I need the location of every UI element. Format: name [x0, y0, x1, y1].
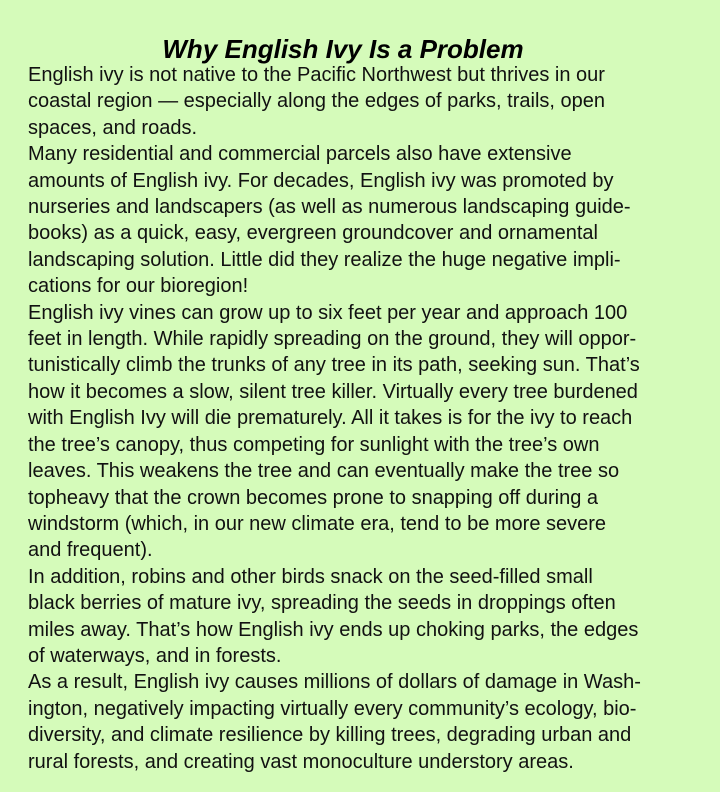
text-line: English ivy is not native to the Pacific Northwest but thrives in our: [28, 64, 605, 86]
text-line: rural forests, and creating vast monoculture understory areas.: [28, 750, 574, 773]
birds-paragraph: [28, 564, 704, 670]
text-line: amounts of English ivy. For decades, English ivy was promoted by: [28, 169, 614, 192]
residential-paragraph: [28, 141, 704, 299]
article-body: [28, 62, 704, 775]
text-line: and frequent).: [28, 539, 153, 562]
text-line: leaves. This weakens the tree and can eventually make the tree so: [28, 460, 620, 483]
text-line: the tree’s canopy, thus competing for sunlight with the tree’s own: [28, 433, 600, 456]
text-line: miles away. That’s how English ivy ends up choking parks, the edges: [28, 618, 639, 641]
text-line: Many residential and commercial parcels also have extensive: [28, 143, 572, 166]
text-line: In addition, robins and other birds snack on the seed-filled small: [28, 565, 593, 588]
growth-paragraph: [28, 300, 704, 564]
text-line: coastal region — especially along the edges of parks, trails, open: [28, 90, 606, 113]
text-line: with English Ivy will die prematurely. All it takes is for the ivy to reach: [28, 407, 633, 430]
text-line: As a result, English ivy causes millions of dollars of damage in Wash-: [28, 671, 641, 694]
damage-paragraph: [28, 669, 704, 775]
text-line: topheavy that the crown becomes prone to snapping off during a: [28, 486, 599, 509]
text-line: spaces, and roads.: [28, 116, 197, 139]
text-line: ington, negatively impacting virtually every community’s ecology, bio-: [28, 697, 637, 720]
text-line: feet in length. While rapidly spreading on the ground, they will oppor-: [28, 328, 637, 351]
text-line: windstorm (which, in our new climate era, tend to be more severe: [28, 512, 607, 535]
text-line: how it becomes a slow, silent tree killer. Virtually every tree burdened: [28, 380, 638, 403]
text-line: books) as a quick, easy, evergreen groundcover and ornamental: [28, 222, 598, 245]
text-line: English ivy vines can grow up to six feet per year and approach 100: [28, 301, 628, 324]
text-line: black berries of mature ivy, spreading the seeds in droppings often: [28, 592, 616, 615]
intro-paragraph: [28, 62, 704, 141]
text-line: cations for our bioregion!: [28, 275, 249, 298]
text-line: landscaping solution. Little did they realize the huge negative impli-: [28, 248, 621, 271]
text-line: of waterways, and in forests.: [28, 644, 282, 667]
text-line: diversity, and climate resilience by killing trees, degrading urban and: [28, 724, 632, 747]
text-line: tunistically climb the trunks of any tree in its path, seeking sun. That’s: [28, 354, 640, 377]
page-title: Why English Ivy Is a Problem: [162, 34, 524, 65]
text-line: nurseries and landscapers (as well as numerous landscaping guide-: [28, 196, 631, 219]
